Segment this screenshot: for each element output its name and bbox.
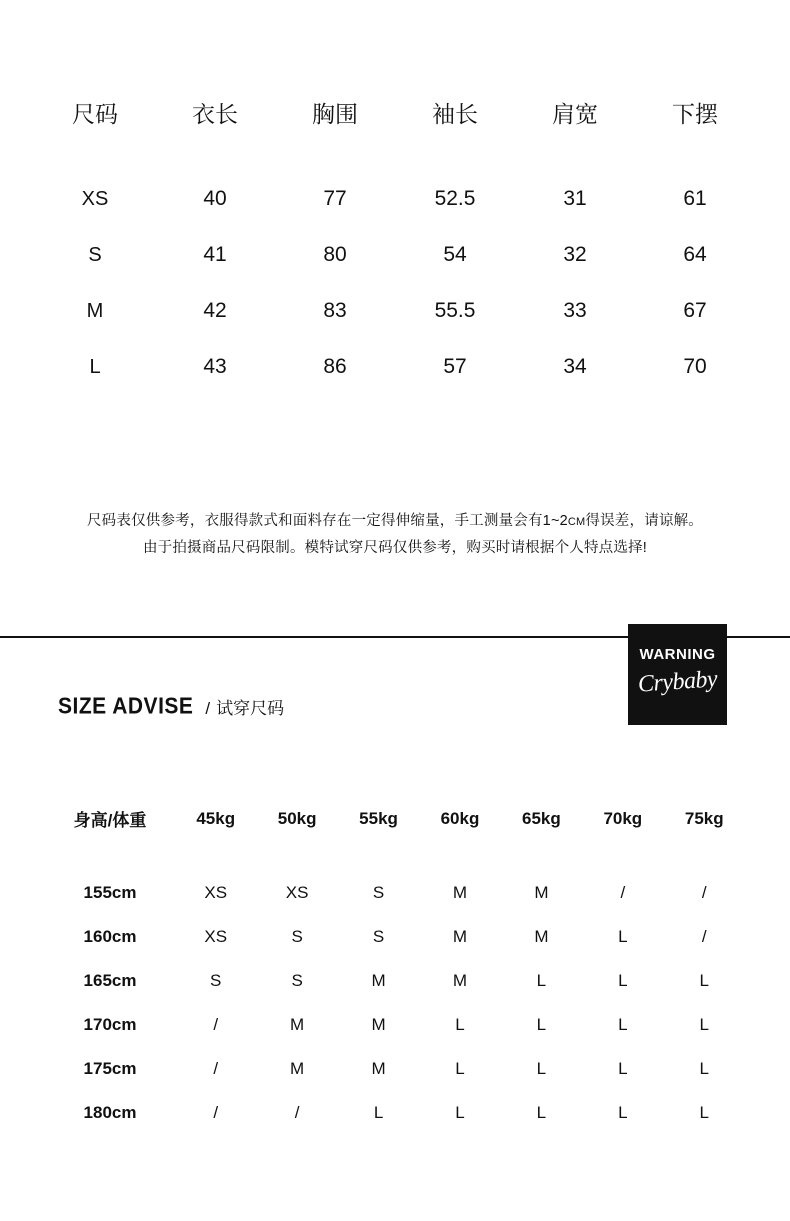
cell-size-advise: M (452, 971, 468, 990)
column-header-length: 衣长 (192, 101, 238, 127)
cell-size-advise: / (294, 1103, 300, 1122)
cell-size-advise: / (213, 1103, 219, 1122)
size-advise-section (0, 806, 790, 1135)
size-advise-heading-slash: / (205, 699, 211, 718)
cell-sleeve: 57 (443, 355, 467, 378)
cell-size-advise: L (618, 1015, 628, 1034)
table-row (35, 227, 755, 283)
cell-size-advise: M (534, 883, 549, 902)
cell-size-advise: S (291, 927, 303, 946)
cell-size-advise: / (620, 883, 626, 902)
cell-length: 42 (203, 299, 227, 322)
cell-size-advise: L (455, 1015, 465, 1034)
cell-bust: 86 (323, 355, 347, 378)
column-header-55kg: 55kg (359, 808, 398, 828)
note-line-1-unit: CM (567, 516, 586, 528)
cell-size-advise: L (455, 1103, 465, 1122)
cell-size-advise: M (371, 1059, 386, 1078)
column-header-60kg: 60kg (440, 808, 480, 828)
cell-size-advise: L (699, 1059, 709, 1078)
cell-size-advise: S (372, 927, 385, 946)
note-line-1-part-b: 得误差，请谅解。 (585, 513, 704, 529)
cell-size-advise: L (618, 971, 628, 990)
note-line-1 (0, 508, 790, 535)
row-header-height: 155cm (83, 883, 137, 902)
table-row (45, 959, 745, 1003)
size-chart-section (0, 96, 790, 395)
cell-length: 40 (203, 187, 227, 210)
column-header-hem: 下摆 (672, 101, 718, 127)
table-header-row (35, 96, 755, 171)
cell-size: S (88, 243, 102, 266)
cell-size-advise: L (373, 1103, 384, 1122)
cell-shoulder: 31 (563, 187, 587, 210)
cell-size-advise: L (536, 971, 547, 990)
table-row (35, 283, 755, 339)
cell-size-advise: / (701, 883, 707, 902)
cell-size-advise: / (213, 1059, 219, 1078)
table-row (35, 171, 755, 227)
cell-shoulder: 34 (563, 355, 587, 378)
cell-size-advise: M (290, 1059, 305, 1078)
note-line-2: 由于拍摄商品尺码限制。模特试穿尺码仅供参考，购买时请根据个人特点选择! (142, 540, 648, 556)
note-line-1-part-a: 尺码表仅供参考，衣服得款式和面料存在一定得伸缩量，手工测量会有1~2 (86, 513, 568, 529)
cell-size-advise: L (536, 1103, 547, 1122)
table-row (45, 1047, 745, 1091)
cell-size-advise: M (371, 1015, 386, 1034)
cell-size-advise: L (699, 1015, 709, 1034)
table-row (45, 1091, 745, 1135)
cell-length: 41 (203, 243, 227, 266)
cell-bust: 83 (323, 299, 347, 322)
cell-size-advise: S (210, 971, 222, 990)
warning-badge-label: WARNING (639, 646, 716, 663)
cell-size-advise: L (699, 1103, 709, 1122)
column-header-65kg: 65kg (522, 808, 561, 828)
cell-size-advise: M (452, 883, 468, 902)
cell-hem: 64 (683, 243, 707, 266)
cell-shoulder: 33 (563, 299, 587, 322)
cell-hem: 67 (683, 299, 707, 322)
row-header-height: 180cm (83, 1103, 137, 1122)
cell-size-advise: L (536, 1015, 547, 1034)
size-advise-heading (58, 694, 284, 720)
column-header-size: 尺码 (72, 101, 118, 127)
cell-size-advise: M (534, 927, 549, 946)
row-header-height: 165cm (83, 971, 137, 990)
disclaimer-notes (0, 508, 790, 561)
warning-badge (628, 624, 727, 725)
cell-shoulder: 32 (563, 243, 587, 266)
cell-size-advise: L (455, 1059, 465, 1078)
cell-size-advise: L (699, 971, 709, 990)
cell-size-advise: / (701, 927, 707, 946)
cell-size-advise: S (291, 971, 303, 990)
column-header-bust: 胸围 (312, 101, 358, 127)
cell-size-advise: L (618, 1059, 628, 1078)
size-advise-table (45, 806, 745, 1135)
column-header-shoulder: 肩宽 (552, 101, 598, 127)
cell-size-advise: S (372, 883, 385, 902)
cell-sleeve: 54 (443, 243, 467, 266)
cell-size-advise: XS (204, 883, 228, 902)
cell-size-advise: M (371, 971, 386, 990)
column-header-50kg: 50kg (277, 808, 317, 828)
column-header-70kg: 70kg (603, 808, 643, 828)
cell-size-advise: L (618, 1103, 628, 1122)
brand-logo-script: Crybaby (637, 666, 718, 698)
cell-length: 43 (203, 355, 227, 378)
table-row (45, 1003, 745, 1047)
table-header-row (45, 806, 745, 871)
cell-size-advise: L (536, 1059, 547, 1078)
size-advise-heading-en: SIZE ADVISE (58, 693, 194, 719)
cell-hem: 61 (683, 187, 707, 210)
cell-sleeve: 55.5 (434, 299, 476, 322)
cell-bust: 80 (323, 243, 347, 266)
cell-hem: 70 (683, 355, 707, 378)
column-header-height-weight: 身高/体重 (73, 811, 147, 830)
table-row (45, 915, 745, 959)
row-header-height: 160cm (83, 927, 137, 946)
cell-sleeve: 52.5 (434, 187, 476, 210)
row-header-height: 175cm (83, 1059, 137, 1078)
table-row (35, 339, 755, 395)
cell-size-advise: / (213, 1015, 219, 1034)
cell-size: M (86, 299, 104, 322)
cell-size: XS (81, 187, 109, 210)
cell-size-advise: L (618, 927, 628, 946)
size-advise-heading-cn: 试穿尺码 (216, 699, 285, 718)
table-row (45, 871, 745, 915)
column-header-sleeve: 袖长 (432, 101, 478, 127)
cell-size-advise: XS (285, 883, 309, 902)
cell-size-advise: XS (204, 927, 228, 946)
column-header-75kg: 75kg (684, 808, 724, 828)
cell-size-advise: M (452, 927, 468, 946)
cell-size: L (89, 355, 101, 378)
cell-size-advise: M (290, 1015, 305, 1034)
row-header-height: 170cm (83, 1015, 137, 1034)
cell-bust: 77 (323, 187, 347, 210)
size-chart-table (35, 96, 755, 395)
column-header-45kg: 45kg (196, 808, 236, 828)
